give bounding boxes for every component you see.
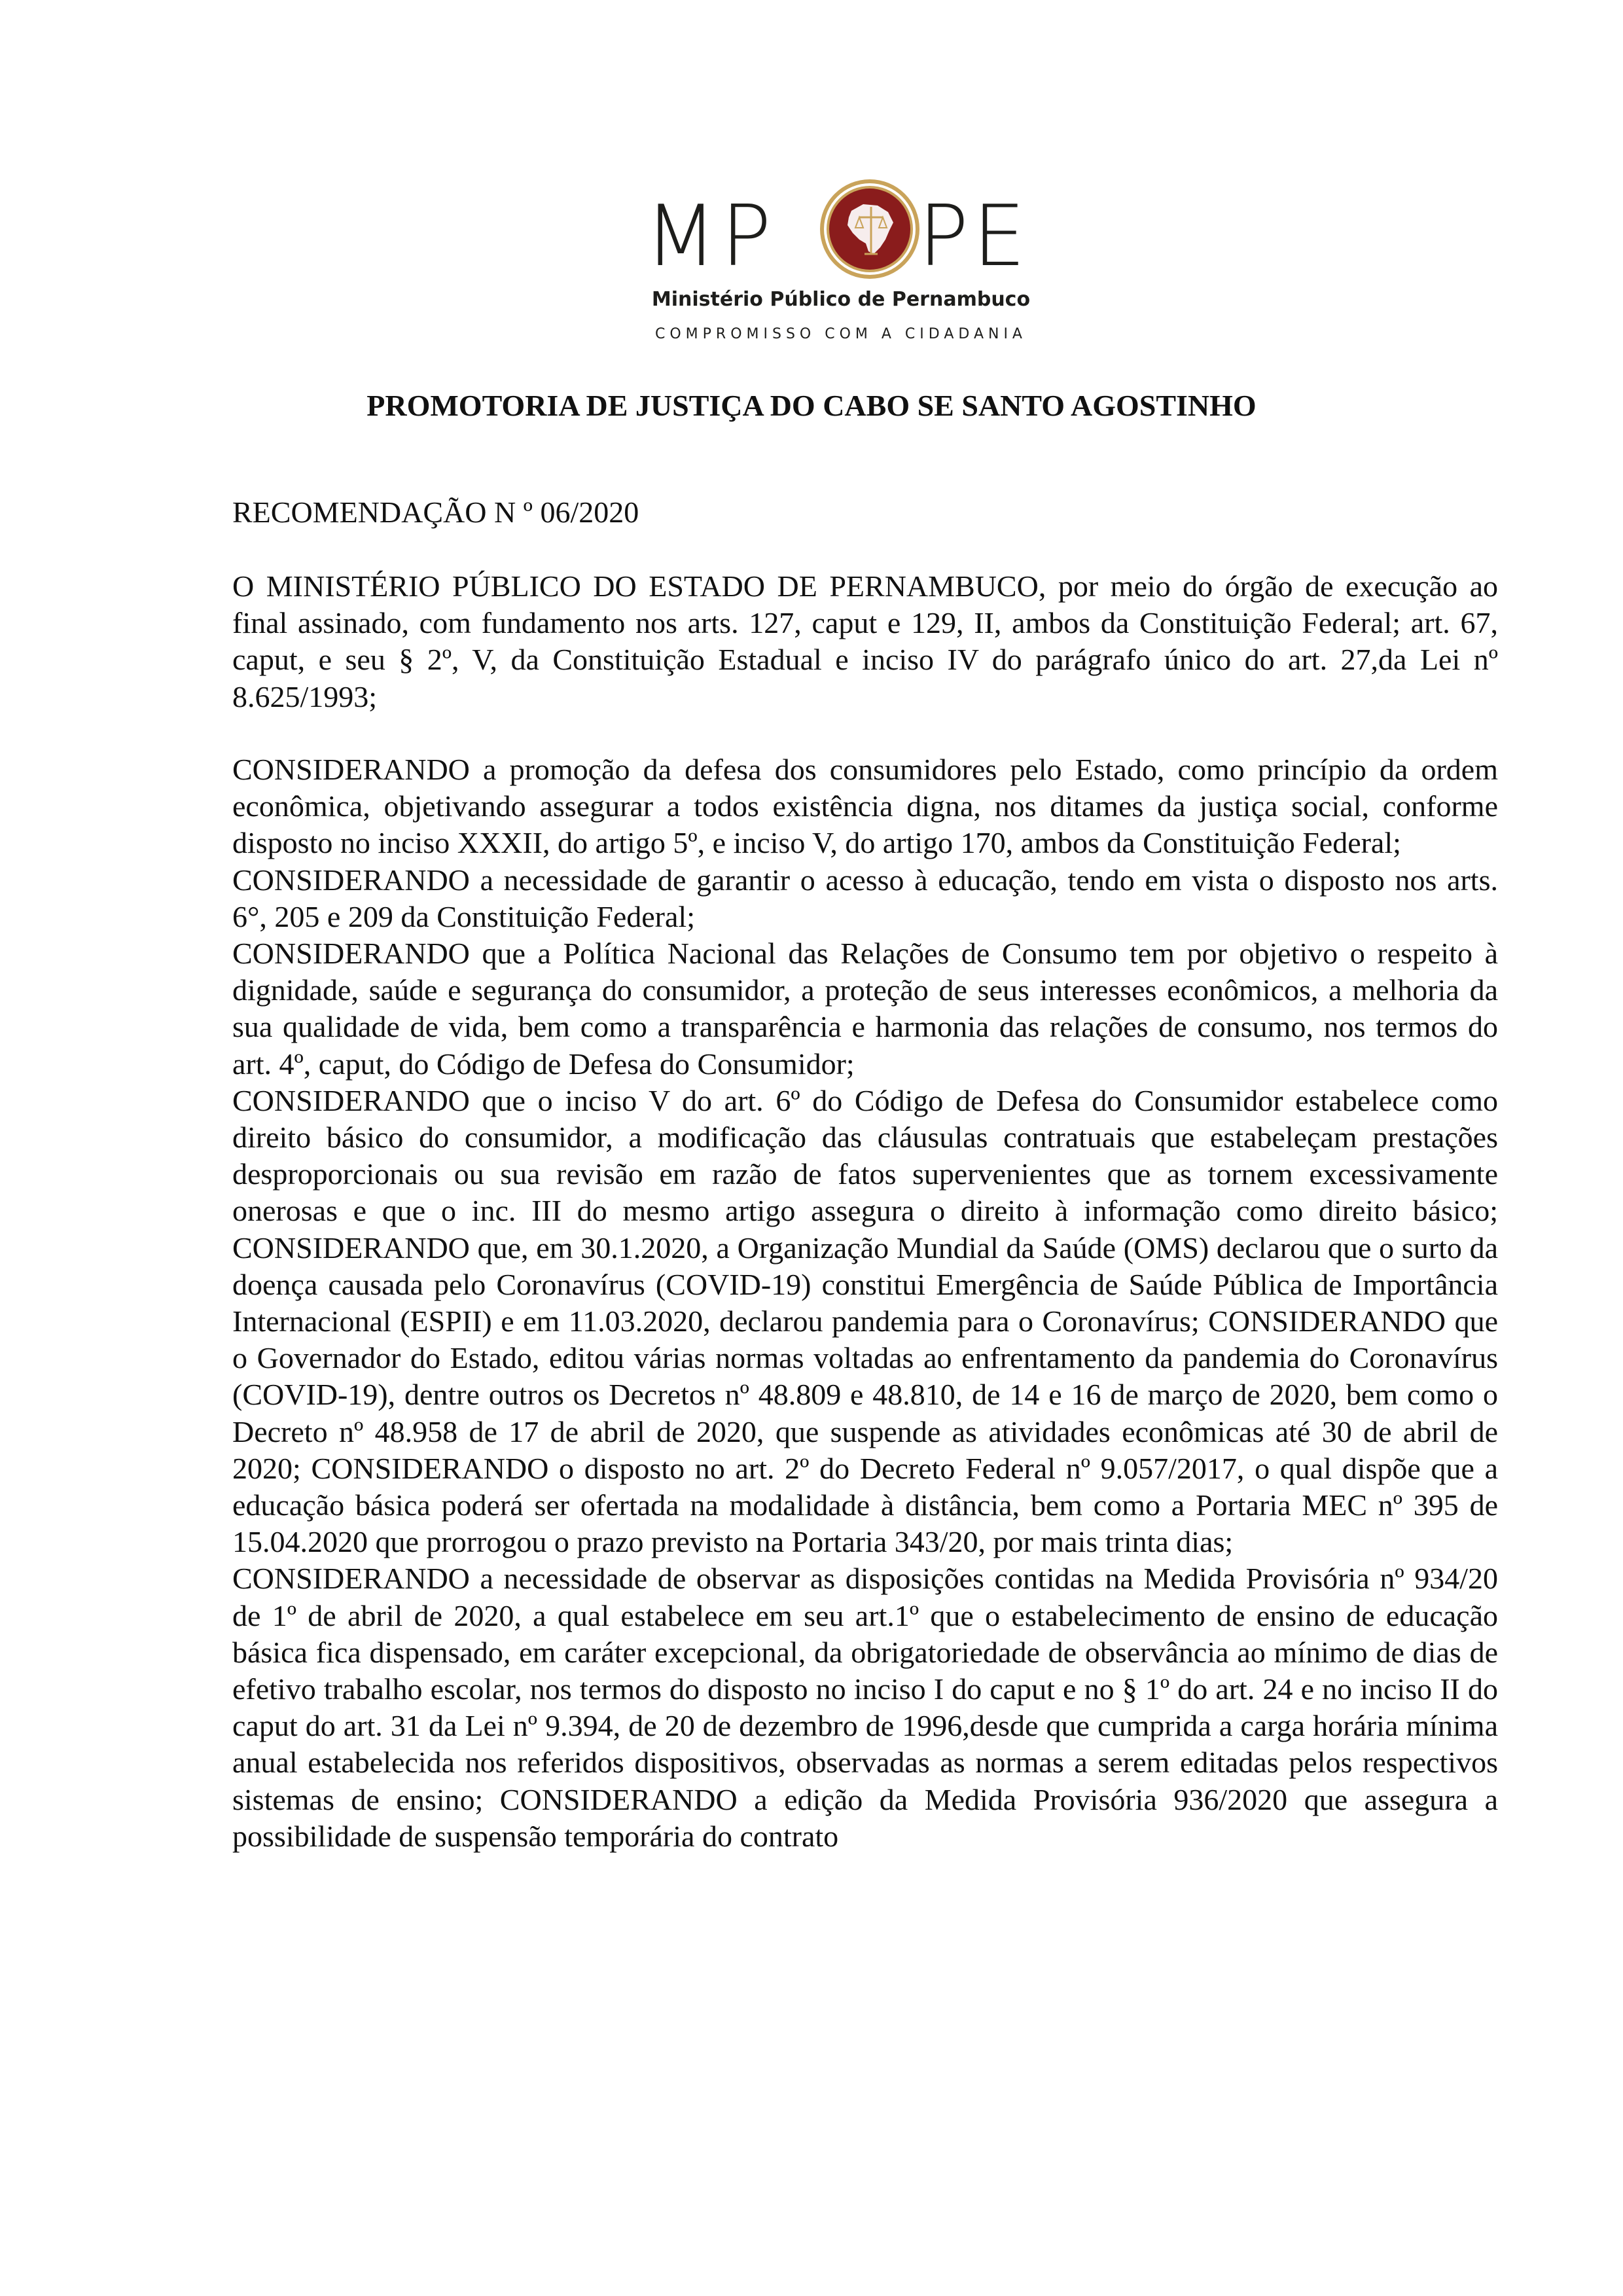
considerando-paragraph: CONSIDERANDO a promoção da defesa dos consumidores pelo Estado, como princípio da ordem econômica, objetivando assegurar a todos existência digna, nos ditames da justiça social, conforme disposto no inciso XXXII, do artigo 5º, e inciso V, do artigo 170, ambos da Constituição Federal;: [232, 753, 1498, 860]
considerandos-section: [232, 751, 1498, 1855]
considerando-paragraph: CONSIDERANDO a necessidade de garantir o acesso à educação, tendo em vista o disposto nos arts. 6°, 205 e 209 da Constituição Federal;: [232, 863, 1498, 933]
recommendation-number: RECOMENDAÇÃO N º 06/2020: [232, 495, 639, 529]
institution-tagline: COMPROMISSO COM A CIDADANIA: [655, 326, 1027, 342]
logo-word-mp: MP: [645, 188, 776, 285]
seal-icon: [817, 177, 922, 281]
considerando-paragraph: CONSIDERANDO que o inciso V do art. 6º do Código de Defesa do Consumidor estabelece como direito básico do consumidor, a modificação das cláusulas contratuais que estabeleçam prestações desproporcionais ou sua revisão em razão de fatos supervenientes que as tornem excessivamente onerosas e que o inc. III do mesmo artigo assegura o direito à informação como direito básico; CONSIDERANDO que, em 30.1.2020, a Organização Mundial da Saúde (OMS) declarou que o surto da doença causada pelo Coronavírus (COVID-19) constitui Emergência de Saúde Pública de Importância Internacional (ESPII) e em 11.03.2020, declarou pandemia para o Coronavírus; CONSIDERANDO que o Governador do Estado, editou várias normas voltadas ao enfrentamento da pandemia do Coronavírus (COVID-19), dentre outros os Decretos nº 48.809 e 48.810, de 14 e 16 de março de 2020, bem como o Decreto nº 48.958 de 17 de abril de 2020, que suspende as atividades econômicas até 30 de abril de 2020; CONSIDERANDO o disposto no art. 2º do Decreto Federal nº 9.057/2017, o qual dispõe que a educação básica poderá ser ofertada na modalidade à distância, bem como a Portaria MEC nº 395 de 15.04.2020 que prorrogou o prazo previsto na Portaria 343/20, por mais trinta dias;: [232, 1083, 1498, 1559]
logo-word-pe: PE: [918, 188, 1030, 285]
considerando-paragraph: CONSIDERANDO que a Política Nacional das Relações de Consumo tem por objetivo o respeito à dignidade, saúde e segurança do consumidor, a proteção de seus interesses econômicos, a melhoria da sua qualidade de vida, bem como a transparência e harmonia das relações de consumo, nos termos do art. 4º, caput, do Código de Defesa do Consumidor;: [232, 937, 1498, 1081]
considerando-paragraph: CONSIDERANDO a necessidade de observar as disposições contidas na Medida Provisória nº 934/20 de 1º de abril de 2020, a qual estabelece em seu art.1º que o estabelecimento de ensino de educação básica fica dispensado, em caráter excepcional, da obrigatoriedade de observância ao mínimo de dias de efetivo trabalho escolar, nos termos do disposto no inciso I do caput e no § 1º do art. 24 e no inciso II do caput do art. 31 da Lei nº 9.394, de 20 de dezembro de 1996,desde que cumprida a carga horária mínima anual estabelecida nos referidos dispositivos, observadas as normas a serem editadas pelos respectivos sistemas de ensino; CONSIDERANDO a edição da Medida Provisória 936/2020 que assegura a possibilidade de suspensão temporária do contrato: [232, 1562, 1498, 1853]
intro-paragraph: O MINISTÉRIO PÚBLICO DO ESTADO DE PERNAMBUCO, por meio do órgão de execução ao final assinado, com fundamento nos arts. 127, caput e 129, II, ambos da Constituição Federal; art. 67, caput, e seu § 2º, V, da Constituição Estadual e inciso IV do parágrafo único do art. 27,da Lei nº 8.625/1993;: [232, 569, 1498, 713]
page-title: PROMOTORIA DE JUSTIÇA DO CABO SE SANTO AGOSTINHO: [366, 389, 1257, 422]
mppe-logo: [645, 177, 1037, 347]
institution-name: Ministério Público de Pernambuco: [651, 288, 1031, 311]
